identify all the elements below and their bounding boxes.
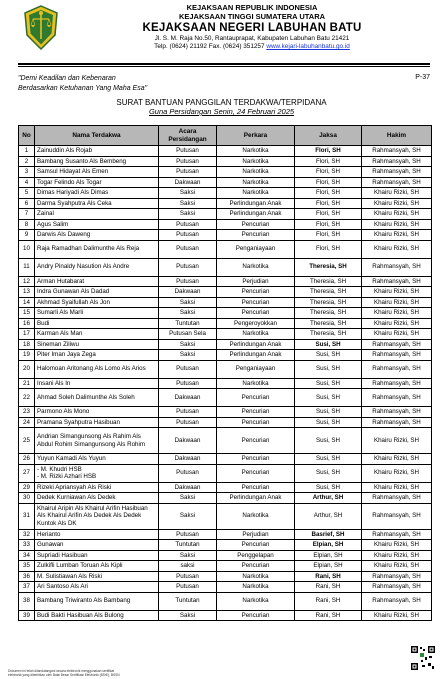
cell-jaksa: Theresia, SH <box>295 308 362 319</box>
cell-perkara: Narkotika <box>217 503 295 529</box>
col-no: No <box>19 126 35 146</box>
cell-acara: Putusan <box>159 571 217 582</box>
cell-acara: Putusan <box>159 230 217 241</box>
e-signature-note: Dokumen ini telah ditandatangani secara elektronik menggunakan sertifikat elektronik yang diterbitkan oleh Balai Besar Sertifikasi Elektronik (BSrE), BSSN <box>8 669 120 677</box>
cell-nama: Indra Gunawan Als Dadad <box>35 287 159 298</box>
cell-perkara: Narkotika <box>217 258 295 276</box>
cell-acara: Putusan <box>159 219 217 230</box>
cell-hakim: Rahmansyah, SH <box>362 417 432 428</box>
cell-hakim: Khairu Rizki, SH <box>362 188 432 199</box>
cell-jaksa: Susi, SH <box>295 482 362 493</box>
cell-perkara: Pencurian <box>217 297 295 308</box>
cell-jaksa: Susi, SH <box>295 407 362 418</box>
address: Jl. S. M. Raja No.50, Rantauprapat, Kabupaten Labuhan Batu 21421 <box>154 35 350 42</box>
cell-acara: Dakwaan <box>159 454 217 465</box>
cell-no: 5 <box>19 188 35 199</box>
cell-perkara: Narkotika <box>217 177 295 188</box>
table-row <box>19 188 432 199</box>
table-header-row <box>19 126 432 146</box>
table-row <box>19 258 432 276</box>
cell-nama: Dedek Kurniawan Als Dedek <box>35 493 159 504</box>
cell-jaksa: Theresia, SH <box>295 297 362 308</box>
col-acara: Acara Persidangan <box>159 126 217 146</box>
table-row <box>19 493 432 504</box>
cell-no: 32 <box>19 529 35 540</box>
cell-perkara: Narkotika <box>217 378 295 389</box>
cell-no: 33 <box>19 540 35 551</box>
table-row <box>19 378 432 389</box>
website-link[interactable]: www.kejari-labuhanbatu.go.id <box>266 43 350 50</box>
cell-no: 11 <box>19 258 35 276</box>
agency-name: KEJAKSAAN NEGERI LABUHAN BATU <box>142 22 362 34</box>
letterhead <box>0 0 443 66</box>
contact-line <box>66 43 438 51</box>
table-row <box>19 308 432 319</box>
table-row <box>19 146 432 157</box>
cell-no: 34 <box>19 550 35 561</box>
document-title: SURAT BANTUAN PANGGILAN TERDAKWA/TERPIDANA <box>116 98 327 107</box>
cell-acara: Putusan <box>159 167 217 178</box>
cell-acara: Putusan <box>159 407 217 418</box>
cell-acara: Dakwaan <box>159 428 217 454</box>
cell-perkara: Narkotika <box>217 188 295 199</box>
cell-perkara: Pencurian <box>217 417 295 428</box>
table-row <box>19 389 432 407</box>
table-row <box>19 360 432 378</box>
cell-nama: Bambang Triwiranto Als Bambang <box>35 592 159 610</box>
cell-jaksa: Susi, SH <box>295 454 362 465</box>
cell-nama: Andrian Simangunsong Als Rahim Als Abdul Rohim Simangunsong Als Rohim <box>35 428 159 454</box>
cell-jaksa: Arthur, SH <box>295 493 362 504</box>
cell-hakim: Rahmansyah, SH <box>362 146 432 157</box>
cell-perkara: Pencurian <box>217 287 295 298</box>
cell-no: 2 <box>19 156 35 167</box>
cell-no: 6 <box>19 198 35 209</box>
cell-acara: Putusan <box>159 582 217 593</box>
table-row <box>19 230 432 241</box>
cell-nama: Togar Felindo Als Togar <box>35 177 159 188</box>
cell-hakim: Rahmansyah, SH <box>362 407 432 418</box>
cell-jaksa: Theresia, SH <box>295 318 362 329</box>
cell-hakim: Rahmansyah, SH <box>362 350 432 361</box>
cell-perkara: Penggelapan <box>217 550 295 561</box>
table-row <box>19 177 432 188</box>
table-row <box>19 297 432 308</box>
cell-no: 20 <box>19 360 35 378</box>
cell-hakim: Rahmansyah, SH <box>362 389 432 407</box>
cell-hakim: Rahmansyah, SH <box>362 529 432 540</box>
table-row <box>19 318 432 329</box>
cell-nama: Pramana Syahputra Hasibuan <box>35 417 159 428</box>
cell-acara: Putusan <box>159 464 217 482</box>
table-row <box>19 482 432 493</box>
cell-jaksa: Flori, SH <box>295 198 362 209</box>
cell-no: 12 <box>19 276 35 287</box>
cell-no: 29 <box>19 482 35 493</box>
cell-hakim: Khairu Rizki, SH <box>362 198 432 209</box>
header-rule-thick <box>18 63 430 65</box>
cell-acara: Putusan <box>159 156 217 167</box>
cell-nama: Budi Bakti Hasibuan Als Bulong <box>35 610 159 621</box>
table-row <box>19 464 432 482</box>
cell-hakim: Khairu Rizki, SH <box>362 454 432 465</box>
cell-no: 1 <box>19 146 35 157</box>
cell-perkara: Narkotika <box>217 329 295 340</box>
table-row <box>19 571 432 582</box>
cell-hakim: Khairu Rizki, SH <box>362 230 432 241</box>
cell-acara: Dakwaan <box>159 389 217 407</box>
cell-no: 35 <box>19 561 35 572</box>
cell-jaksa: Susi, SH <box>295 417 362 428</box>
cell-perkara: Narkotika <box>217 592 295 610</box>
hearing-date: Guna Persidangan Senin, 24 Februari 2025 <box>148 107 295 116</box>
cell-hakim: Khairu Rizki, SH <box>362 561 432 572</box>
cell-nama: - M. Khudri HSB - M. Rizki Azhari HSB <box>35 464 159 482</box>
document-subtitle <box>0 107 443 116</box>
cell-acara: Dakwaan <box>159 287 217 298</box>
cell-perkara: Perlindungan Anak <box>217 209 295 220</box>
cell-hakim: Khairu Rizki, SH <box>362 610 432 621</box>
cell-acara: Dakwaan <box>159 177 217 188</box>
cell-jaksa: Elpian, SH <box>295 540 362 551</box>
cell-acara: Saksi <box>159 550 217 561</box>
cell-nama: Sineman Ziliwu <box>35 339 159 350</box>
cell-perkara: Narkotika <box>217 167 295 178</box>
cell-acara: Tuntutan <box>159 540 217 551</box>
cell-acara: Saksi <box>159 308 217 319</box>
cell-acara: Putusan <box>159 258 217 276</box>
cell-nama: Parmono Als Mono <box>35 407 159 418</box>
cell-perkara: Pencurian <box>217 454 295 465</box>
cell-hakim: Khairu Rizki, SH <box>362 287 432 298</box>
kejaksaan-emblem-icon <box>22 5 60 50</box>
cell-perkara: Penganiayaan <box>217 360 295 378</box>
cell-acara: Saksi <box>159 350 217 361</box>
table-row <box>19 198 432 209</box>
cell-hakim: Khairu Rizki, SH <box>362 550 432 561</box>
cell-hakim: Rahmansyah, SH <box>362 258 432 276</box>
table-row <box>19 550 432 561</box>
table-row <box>19 209 432 220</box>
cell-perkara: Perjudian <box>217 529 295 540</box>
cell-no: 4 <box>19 177 35 188</box>
cell-no: 25 <box>19 428 35 454</box>
cell-jaksa: Flori, SH <box>295 240 362 258</box>
cell-hakim: Rahmansyah, SH <box>362 360 432 378</box>
cell-no: 26 <box>19 454 35 465</box>
cell-no: 37 <box>19 582 35 593</box>
col-hakim: Hakim <box>362 126 432 146</box>
cell-jaksa: Flori, SH <box>295 219 362 230</box>
table-row <box>19 167 432 178</box>
header-rule-thin <box>18 66 430 67</box>
cell-perkara: Pencurian <box>217 407 295 418</box>
cell-perkara: Pencurian <box>217 482 295 493</box>
cell-perkara: Narkotika <box>217 146 295 157</box>
table-row <box>19 329 432 340</box>
cell-perkara: Pencurian <box>217 561 295 572</box>
table-row <box>19 240 432 258</box>
qr-code-icon <box>410 645 436 671</box>
cell-jaksa: Flori, SH <box>295 156 362 167</box>
cell-jaksa: Susi, SH <box>295 378 362 389</box>
cell-jaksa: Flori, SH <box>295 209 362 220</box>
phone-fax: Telp. (0624) 21192 Fax. (0624) 351257 <box>154 43 267 50</box>
cell-jaksa: Rani, SH <box>295 610 362 621</box>
cell-nama: Insani Als In <box>35 378 159 389</box>
cell-acara: Putusan <box>159 360 217 378</box>
table-row <box>19 407 432 418</box>
table-row <box>19 561 432 572</box>
cell-perkara: Pencurian <box>217 464 295 482</box>
cell-acara: Putusan <box>159 146 217 157</box>
cell-nama: Zainuddin Als Rojab <box>35 146 159 157</box>
cell-nama: Raja Ramadhan Dalimunthe Als Reja <box>35 240 159 258</box>
cell-hakim: Rahmansyah, SH <box>362 167 432 178</box>
cell-no: 14 <box>19 297 35 308</box>
cell-acara: Saksi <box>159 493 217 504</box>
cell-nama: Sumarli Als Marli <box>35 308 159 319</box>
cell-no: 19 <box>19 350 35 361</box>
cell-no: 39 <box>19 610 35 621</box>
cell-acara: Putusan Sela <box>159 329 217 340</box>
cell-acara: Putusan <box>159 276 217 287</box>
cell-jaksa: Theresia, SH <box>295 258 362 276</box>
cell-nama: Karman Als Man <box>35 329 159 340</box>
cell-nama: Piter Iman Jaya Zega <box>35 350 159 361</box>
summons-table <box>18 125 432 621</box>
cell-nama: Agus Salim <box>35 219 159 230</box>
table-row <box>19 592 432 610</box>
cell-perkara: Perlindungan Anak <box>217 198 295 209</box>
cell-hakim: Rahmansyah, SH <box>362 339 432 350</box>
motto <box>18 74 147 94</box>
cell-jaksa: Susi, SH <box>295 339 362 350</box>
cell-no: 15 <box>19 308 35 319</box>
cell-hakim: Rahmansyah, SH <box>362 177 432 188</box>
cell-hakim: Khairu Rizki, SH <box>362 482 432 493</box>
cell-acara: saksi <box>159 561 217 572</box>
cell-nama: Zulkifli Lumban Toruan Als Kipli <box>35 561 159 572</box>
cell-jaksa: Flori, SH <box>295 146 362 157</box>
cell-hakim: Rahmansyah, SH <box>362 582 432 593</box>
cell-nama: Arman Hutabarat <box>35 276 159 287</box>
cell-jaksa: Susi, SH <box>295 464 362 482</box>
cell-acara: Saksi <box>159 209 217 220</box>
cell-perkara: Pencurian <box>217 610 295 621</box>
cell-no: 23 <box>19 407 35 418</box>
cell-jaksa: Susi, SH <box>295 360 362 378</box>
cell-hakim: Rahmansyah, SH <box>362 493 432 504</box>
table-row <box>19 287 432 298</box>
cell-hakim: Khairu Rizki, SH <box>362 428 432 454</box>
cell-no: 21 <box>19 378 35 389</box>
cell-nama: Ari Santoso Als Ari <box>35 582 159 593</box>
cell-no: 30 <box>19 493 35 504</box>
cell-hakim: Rahmansyah, SH <box>362 571 432 582</box>
cell-hakim: Khairu Rizki, SH <box>362 540 432 551</box>
cell-perkara: Perlindungan Anak <box>217 350 295 361</box>
cell-nama: Bambang Susanto Als Bembeng <box>35 156 159 167</box>
cell-nama: Khairul Aripin Als Khairul Arifin Hasibuan Als Khairul Arifin Als Dedek Als Dedek Kuntok Als DK <box>35 503 159 529</box>
cell-hakim: Khairu Rizki, SH <box>362 329 432 340</box>
cell-hakim: Rahmansyah, SH <box>362 276 432 287</box>
cell-perkara: Pencurian <box>217 230 295 241</box>
cell-nama: Darwis Als Daweng <box>35 230 159 241</box>
table-row <box>19 339 432 350</box>
cell-hakim: Khairu Rizki, SH <box>362 464 432 482</box>
cell-nama: M. Sulistiawan Als Riski <box>35 571 159 582</box>
cell-nama: Andry Pinaldy Nasution Als Andre <box>35 258 159 276</box>
cell-no: 18 <box>19 339 35 350</box>
cell-acara: Saksi <box>159 339 217 350</box>
cell-acara: Tuntutan <box>159 318 217 329</box>
table-row <box>19 610 432 621</box>
cell-perkara: Narkotika <box>217 582 295 593</box>
table-row <box>19 582 432 593</box>
cell-perkara: Pengeroyokkan <box>217 318 295 329</box>
cell-nama: Darma Syahputra Als Ceka <box>35 198 159 209</box>
cell-nama: Zainal <box>35 209 159 220</box>
col-perkara: Perkara <box>217 126 295 146</box>
cell-nama: Yuyun Kamadi Als Yuyun <box>35 454 159 465</box>
cell-jaksa: Flori, SH <box>295 188 362 199</box>
cell-jaksa: Flori, SH <box>295 177 362 188</box>
cell-nama: Dimas Hariyadi Als Dimas <box>35 188 159 199</box>
cell-acara: Tuntutan <box>159 592 217 610</box>
table-row <box>19 219 432 230</box>
cell-acara: Putusan <box>159 378 217 389</box>
cell-acara: Saksi <box>159 503 217 529</box>
cell-no: 7 <box>19 209 35 220</box>
cell-perkara: Pencurian <box>217 219 295 230</box>
cell-hakim: Khairu Rizki, SH <box>362 209 432 220</box>
cell-perkara: Narkotika <box>217 571 295 582</box>
table-body <box>19 146 432 621</box>
table-row <box>19 454 432 465</box>
cell-no: 16 <box>19 318 35 329</box>
cell-no: 31 <box>19 503 35 529</box>
cell-hakim: Rahmansyah, SH <box>362 378 432 389</box>
cell-jaksa: Theresia, SH <box>295 329 362 340</box>
cell-perkara: Perlindungan Anak <box>217 339 295 350</box>
cell-hakim: Khairu Rizki, SH <box>362 219 432 230</box>
cell-perkara: Pencurian <box>217 428 295 454</box>
cell-jaksa: Theresia, SH <box>295 287 362 298</box>
cell-nama: Akhmad Syaifullah Als Jon <box>35 297 159 308</box>
cell-no: 22 <box>19 389 35 407</box>
cell-jaksa: Susi, SH <box>295 389 362 407</box>
table-row <box>19 540 432 551</box>
cell-nama: Gunawan <box>35 540 159 551</box>
table-row <box>19 529 432 540</box>
cell-perkara: Perlindungan Anak <box>217 493 295 504</box>
cell-acara: Dakwaan <box>159 482 217 493</box>
cell-jaksa: Susi, SH <box>295 428 362 454</box>
cell-acara: Saksi <box>159 188 217 199</box>
table-row <box>19 276 432 287</box>
cell-jaksa: Rani, SH <box>295 582 362 593</box>
cell-nama: Supriadi Hasibuan <box>35 550 159 561</box>
cell-acara: Saksi <box>159 198 217 209</box>
cell-jaksa: Theresia, SH <box>295 276 362 287</box>
cell-no: 9 <box>19 230 35 241</box>
cell-no: 10 <box>19 240 35 258</box>
cell-no: 27 <box>19 464 35 482</box>
cell-perkara: Narkotika <box>217 156 295 167</box>
cell-perkara: Penganiayaan <box>217 240 295 258</box>
cell-acara: Saksi <box>159 610 217 621</box>
form-code: P-37 <box>415 74 430 81</box>
cell-jaksa: Basrief, SH <box>295 529 362 540</box>
table-row <box>19 417 432 428</box>
table-row <box>19 503 432 529</box>
cell-acara: Putusan <box>159 240 217 258</box>
cell-hakim: Rahmansyah, SH <box>362 156 432 167</box>
cell-jaksa: Elpian, SH <box>295 561 362 572</box>
cell-nama: Ahmad Soleh Dalimunthe Als Soleh <box>35 389 159 407</box>
cell-no: 38 <box>19 592 35 610</box>
cell-hakim: Khairu Rizki, SH <box>362 308 432 319</box>
cell-jaksa: Flori, SH <box>295 167 362 178</box>
cell-jaksa: Arthur, SH <box>295 503 362 529</box>
cell-acara: Putusan <box>159 417 217 428</box>
cell-jaksa: Susi, SH <box>295 350 362 361</box>
cell-jaksa: Flori, SH <box>295 230 362 241</box>
agency-line-2: KEJAKSAAN TINGGI SUMATERA UTARA <box>178 12 326 21</box>
cell-perkara: Pencurian <box>217 540 295 551</box>
cell-no: 3 <box>19 167 35 178</box>
cell-jaksa: Elpian, SH <box>295 550 362 561</box>
cell-no: 24 <box>19 417 35 428</box>
cell-perkara: Pencurian <box>217 308 295 319</box>
col-nama: Nama Terdakwa <box>35 126 159 146</box>
table-row <box>19 156 432 167</box>
cell-nama: Budi <box>35 318 159 329</box>
cell-no: 8 <box>19 219 35 230</box>
table-row <box>19 428 432 454</box>
cell-jaksa: Rani, SH <box>295 571 362 582</box>
col-jaksa: Jaksa <box>295 126 362 146</box>
cell-hakim: Rahmansyah, SH <box>362 592 432 610</box>
cell-hakim: Khairu Rizki, SH <box>362 240 432 258</box>
table-row <box>19 350 432 361</box>
cell-nama: Rizeki Apriansyah Als Riski <box>35 482 159 493</box>
motto-line-2: Berdasarkan Ketuhanan Yang Maha Esa" <box>18 85 148 92</box>
cell-nama: Samsul Hidayat Als Emen <box>35 167 159 178</box>
cell-perkara: Perjudian <box>217 276 295 287</box>
cell-nama: Herianto <box>35 529 159 540</box>
agency-line-1: KEJAKSAAN REPUBLIK INDONESIA <box>186 3 318 12</box>
cell-acara: Putusan <box>159 529 217 540</box>
cell-hakim: Rahmansyah, SH <box>362 503 432 529</box>
cell-no: 13 <box>19 287 35 298</box>
cell-no: 17 <box>19 329 35 340</box>
cell-no: 36 <box>19 571 35 582</box>
cell-jaksa: Rani, SH <box>295 592 362 610</box>
cell-acara: Saksi <box>159 297 217 308</box>
motto-line-1: "Demi Keadilan dan Kebenaran <box>18 75 116 82</box>
cell-hakim: Khairu Rizki, SH <box>362 318 432 329</box>
cell-hakim: Khairu Rizki, SH <box>362 297 432 308</box>
cell-perkara: Pencurian <box>217 389 295 407</box>
cell-nama: Halomoan Aritonang Als Lomo Als Arios <box>35 360 159 378</box>
